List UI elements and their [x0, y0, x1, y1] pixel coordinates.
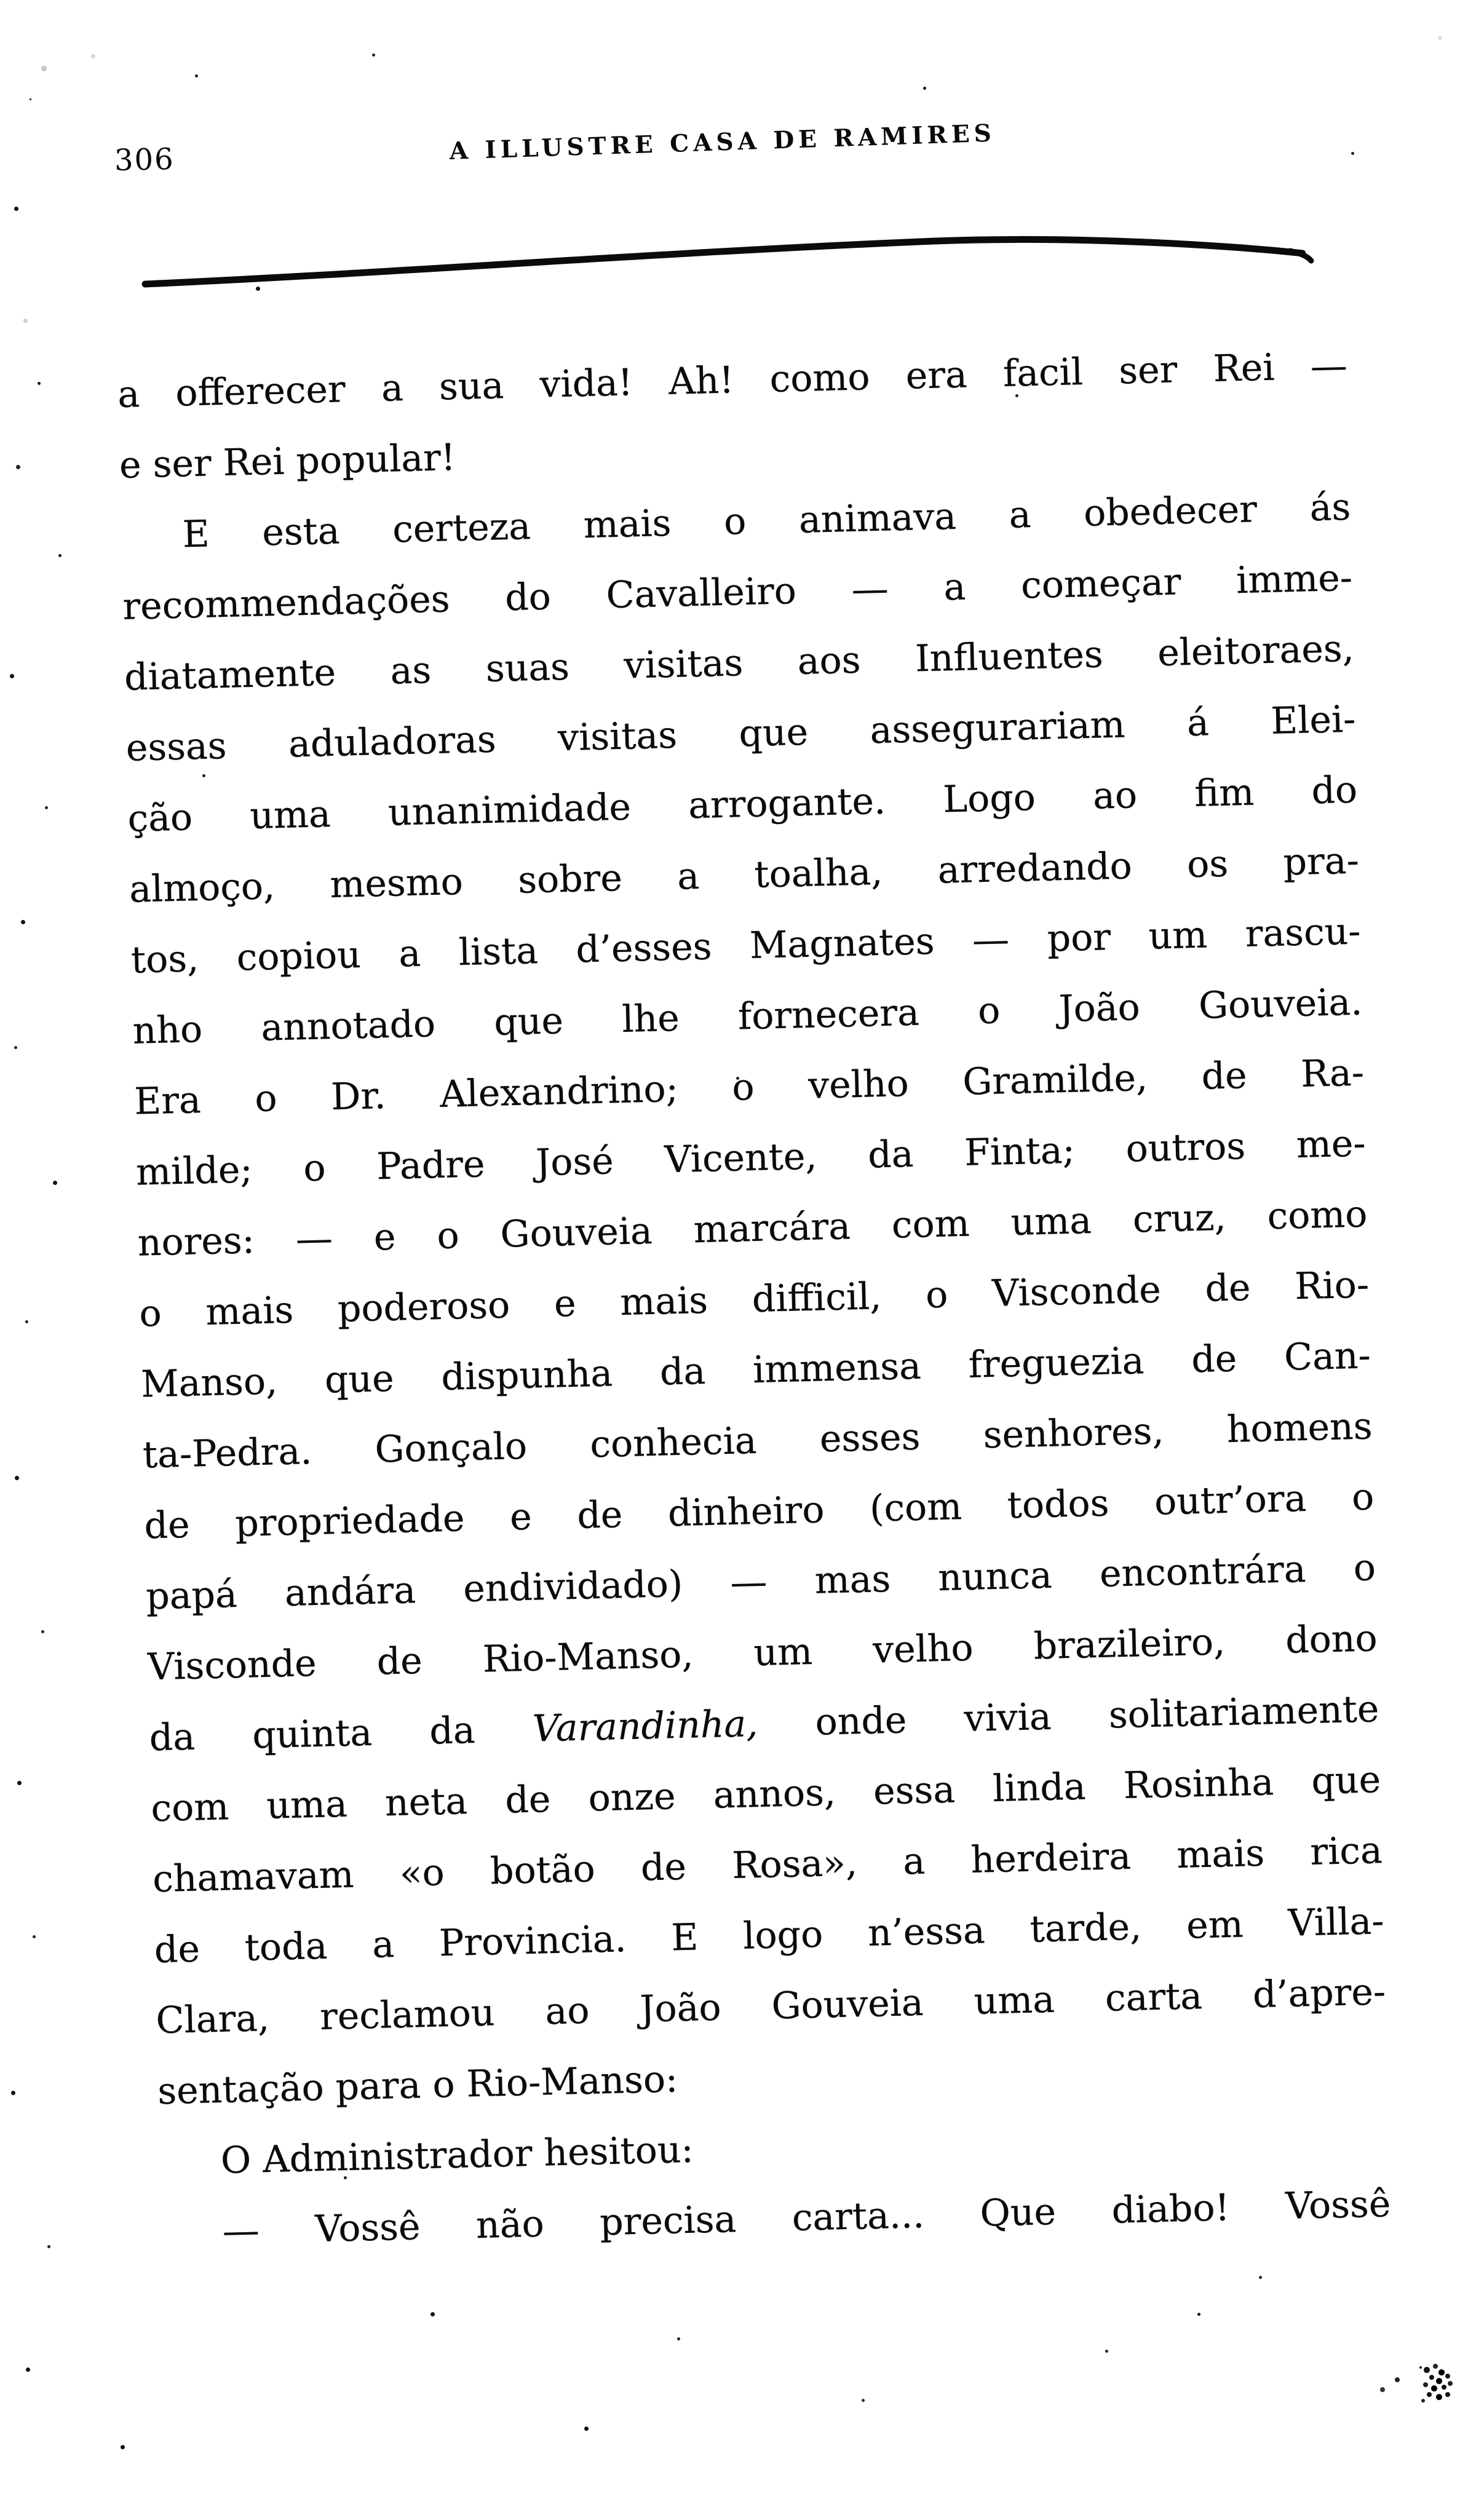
text-line: — Vossê não precisa carta... Que diabo! Vossê	[221, 2182, 1392, 2253]
text-line: de toda a Provincia. E logo n’essa tarde, em Villa-	[154, 1900, 1385, 1972]
text-line: de propriedade e de dinheiro (com todos outr’ora o	[143, 1475, 1375, 1548]
text-line: diatamente as suas visitas aos Influentes eleitoraes,	[124, 627, 1355, 699]
text-line: chamavam «o botão de Rosa», a herdeira mais rica	[152, 1829, 1383, 1901]
header-rule	[0, 0, 1460, 344]
text-line: Manso, que dispunha da immensa freguezia de Can-	[140, 1334, 1371, 1406]
text-line: Visconde de Rio-Manso, um velho brazileiro, dono	[147, 1617, 1378, 1689]
text-line: o mais poderoso e mais difficil, o Visconde de Rio-	[138, 1263, 1370, 1336]
text-segment-italic: Varandinha,	[532, 1702, 759, 1751]
body-text	[117, 331, 1392, 2268]
text-line: e ser Rei popular!	[119, 436, 456, 487]
text-line: sentação para o Rio-Manso:	[157, 2058, 679, 2114]
page-number: 306	[114, 141, 175, 178]
text-line: com uma neta de onze annos, essa linda Rosinha que	[150, 1758, 1381, 1831]
text-line: ção uma unanimidade arrogante. Logo ao fim do	[127, 768, 1358, 841]
text-line: essas aduladoras visitas que assegurariam á Elei-	[125, 697, 1357, 770]
text-line: recommendações do Cavalleiro — a começar imme-	[122, 556, 1353, 628]
text-line: tos, copiou a lista d’esses Magnates — por um rascu-	[130, 909, 1362, 982]
text-line: nores: — e o Gouveia marcára com uma cruz, como	[137, 1192, 1368, 1265]
text-line: Era o Dr. Alexandrino; o velho Gramilde, de Ra-	[133, 1051, 1365, 1123]
text-segment: onde vivia solitariamente	[757, 1687, 1380, 1746]
text-segment: da quinta da	[148, 1707, 533, 1760]
text-line: nho annotado que lhe fornecera o João Gouveia.	[132, 980, 1363, 1053]
text-line: papá andára endividado) — mas nunca encontrára o	[145, 1546, 1376, 1619]
text-line: O Administrador hesitou:	[220, 2128, 694, 2182]
text-line: Clara, reclamou ao João Gouveia uma carta d’apre-	[155, 1970, 1386, 2043]
text-line: almoço, mesmo sobre a toalha, arredando os pra-	[129, 839, 1360, 911]
text-line: ta-Pedra. Gonçalo conhecia esses senhores, homens	[142, 1405, 1373, 1477]
running-header: A ILLUSTRE CASA DE RAMIRES	[448, 119, 996, 165]
text-line: milde; o Padre José Vicente, da Finta; outros me-	[135, 1122, 1367, 1194]
scan-noise	[30, 98, 31, 100]
scan-smudge	[1419, 2366, 1422, 2369]
text-line: a offerecer a sua vida! Ah! como era facil ser Rei —	[117, 344, 1348, 416]
text-line: E esta certeza mais o animava a obedecer ás	[181, 485, 1352, 557]
